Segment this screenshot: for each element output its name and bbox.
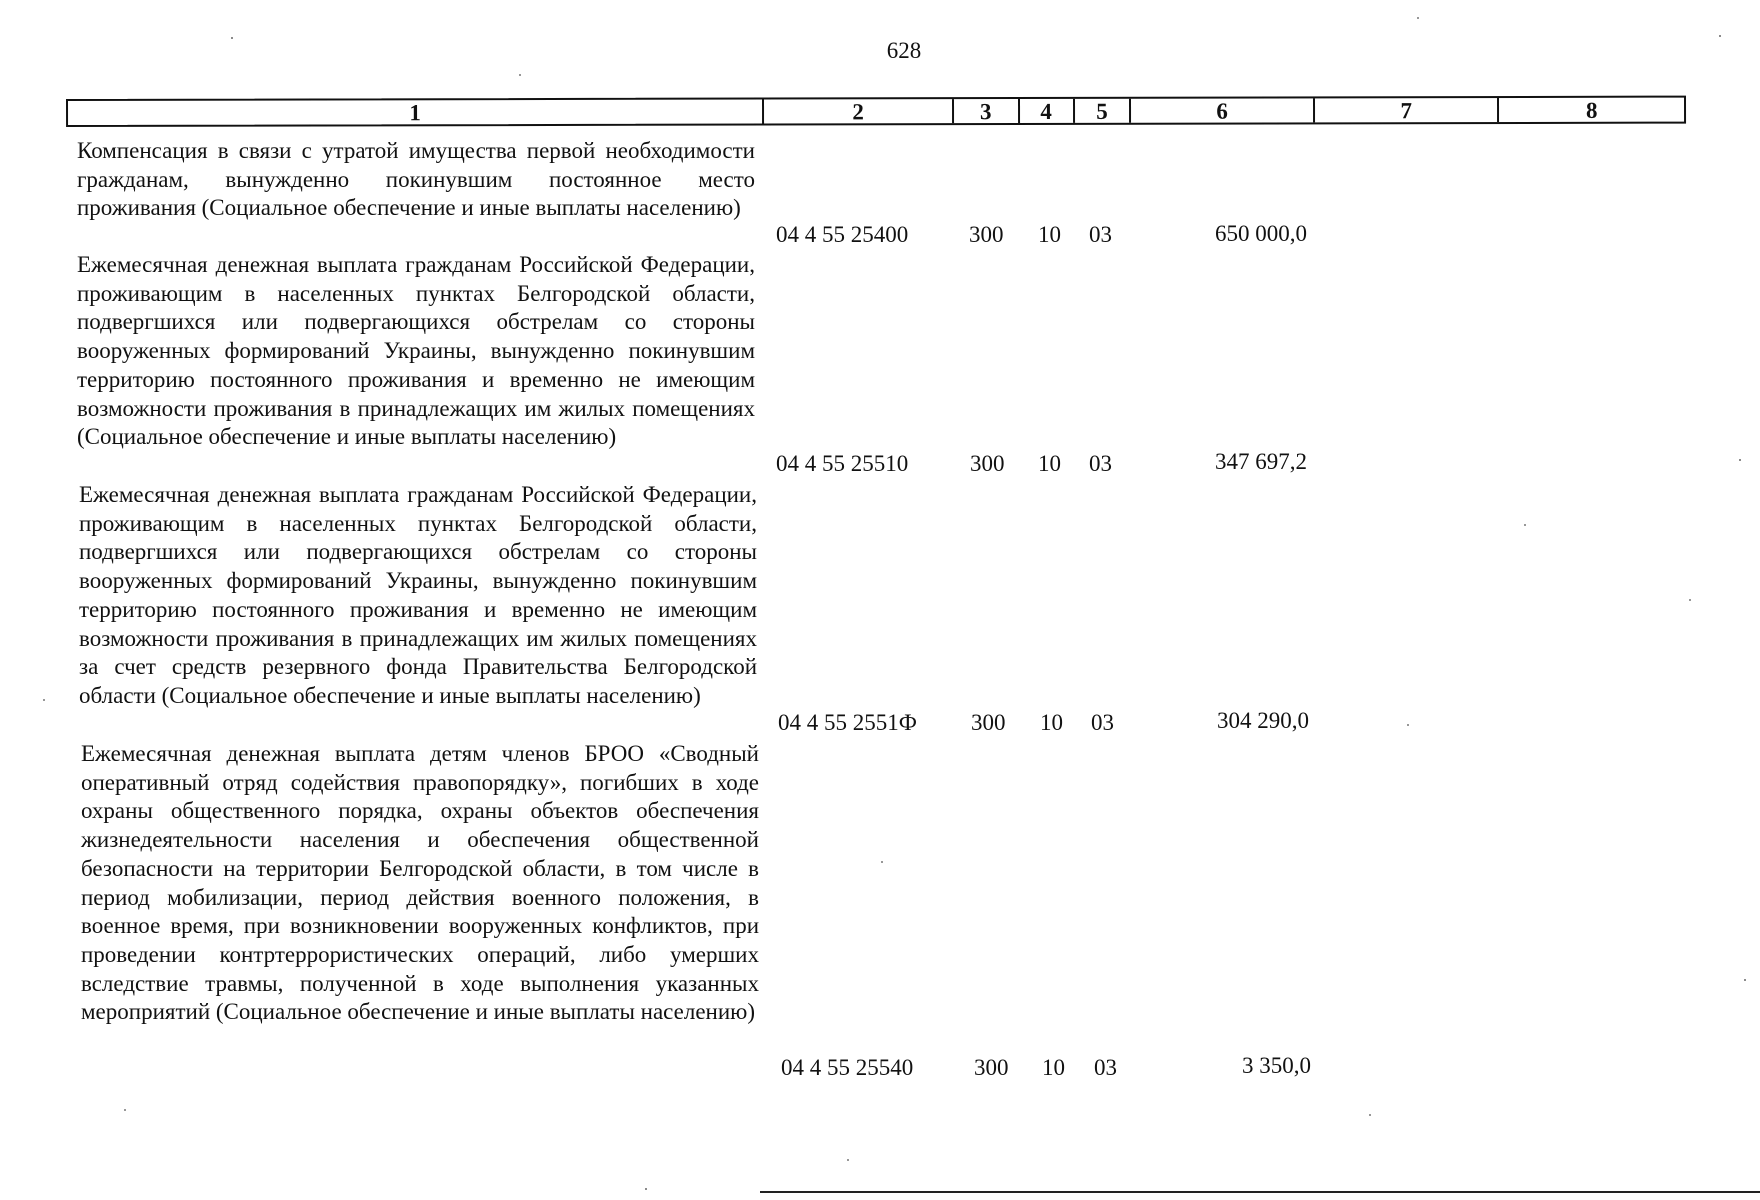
header-col-5: 5 xyxy=(1075,99,1132,123)
row-col4: 10 xyxy=(1038,222,1061,247)
row-col3: 300 xyxy=(970,451,1005,476)
row-amount: 347 697,2 xyxy=(1215,449,1307,474)
row-code: 04 4 55 25540 xyxy=(781,1055,914,1080)
row-code: 04 4 55 25400 xyxy=(776,222,909,247)
header-col-4: 4 xyxy=(1020,99,1075,123)
row-code: 04 4 55 25510 xyxy=(776,451,909,476)
row-description: Ежемесячная денежная выплата гражданам Российской Федерации, проживающим в населенных пунктах Белгородской области, подвергшихся или подвергающихся обстрелам со стороны вооруженных формирований Украины, вынужденно покинувшим территорию постоянного проживания и временно не имеющим возможности проживания в принадлежащих им жилых помещениях (Социальное обеспечение и иные выплаты населению) xyxy=(77,252,755,450)
scan-speck xyxy=(1744,979,1746,981)
header-col-1: 1 xyxy=(68,100,764,125)
scan-speck xyxy=(519,74,521,76)
row-description: Ежемесячная денежная выплата детям членов БРОО «Сводный оперативный отряд содействия правопорядку», погибших в ходе охраны общественного порядка, охраны объектов обеспечения жизнедеятельности населения и обеспечения общественной безопасности на территории Белгородской области, в том числе в период мобилизации, период действия военного положения, в военное время, при возникновении вооруженных конфликтов, при проведении контртеррористических операций, либо умерших вследствие травмы, полученной в ходе выполнения указанных мероприятий (Социальное обеспечение и иные выплаты населению) xyxy=(81,741,759,1025)
scan-bottom-rule xyxy=(760,1191,1760,1193)
scan-speck xyxy=(1369,1114,1371,1116)
row-col3: 300 xyxy=(971,710,1006,735)
scan-speck xyxy=(1417,17,1419,19)
scan-speck xyxy=(1689,599,1691,601)
row-code: 04 4 55 2551Ф xyxy=(778,710,917,735)
row-col5: 03 xyxy=(1089,222,1112,247)
row-col5: 03 xyxy=(1094,1055,1117,1080)
scan-speck xyxy=(1407,724,1409,726)
header-col-7: 7 xyxy=(1315,98,1500,122)
scan-speck xyxy=(1719,35,1721,37)
row-col3: 300 xyxy=(969,222,1004,247)
row-col3: 300 xyxy=(974,1055,1009,1080)
scan-speck xyxy=(1524,524,1526,526)
header-col-8: 8 xyxy=(1585,97,1598,123)
page-number: 628 xyxy=(886,38,922,63)
scan-speck xyxy=(124,1109,126,1111)
scan-speck xyxy=(1739,459,1741,461)
header-col-3: 3 xyxy=(954,99,1020,123)
scan-speck xyxy=(645,1188,647,1190)
row-description: Компенсация в связи с утратой имущества первой необходимости гражданам, вынужденно покинувшим постоянное место проживания (Социальное обеспечение и иные выплаты населению) xyxy=(77,138,755,221)
row-col4: 10 xyxy=(1040,710,1063,735)
row-col4: 10 xyxy=(1038,451,1061,476)
row-col5: 03 xyxy=(1089,451,1112,476)
scan-speck xyxy=(881,861,883,863)
row-amount: 650 000,0 xyxy=(1215,221,1307,246)
header-col-2: 2 xyxy=(764,99,954,123)
row-col5: 03 xyxy=(1091,710,1114,735)
row-amount: 3 350,0 xyxy=(1242,1053,1311,1078)
row-description: Ежемесячная денежная выплата гражданам Российской Федерации, проживающим в населенных пунктах Белгородской области, подвергшихся или подвергающихся обстрелам со стороны вооруженных формирований Украины, вынужденно покинувшим территорию постоянного проживания и временно не имеющим возможности проживания в принадлежащих им жилых помещениях за счет средств резервного фонда Правительства Белгородской области (Социальное обеспечение и иные выплаты населению) xyxy=(79,482,757,708)
row-col4: 10 xyxy=(1042,1055,1065,1080)
table-header xyxy=(66,96,1686,127)
header-col-6: 6 xyxy=(1131,98,1315,122)
scan-speck xyxy=(43,699,45,701)
row-amount: 304 290,0 xyxy=(1217,708,1309,733)
scan-speck xyxy=(847,1159,849,1161)
